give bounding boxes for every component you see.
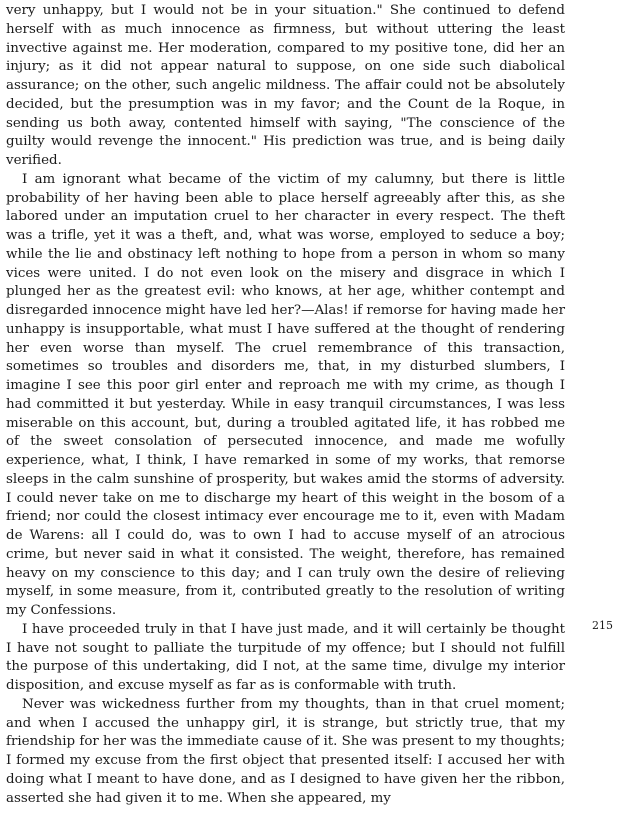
paragraph-continued: very unhappy, but I would not be in your situation." She continued to defend herself with as much innocence as firmness, but without uttering the least invective against me. Her moderation, compared to my positive tone, did her an injury; as it did not appear natural to suppose, on one side such diabolical assurance; on the other, such angelic mildness. The affair could not be absolutely decided, but the presumption was in my favor; and the Count de la Roque, in sending us both away, contented himself with saying, "The conscience of the guilty would revenge the innocent." His prediction was true, and is being daily verified. [6, 3, 565, 168]
document-page [6, 2, 565, 808]
page-number: 215 [592, 619, 613, 632]
paragraph: I have proceeded truly in that I have just made, and it will certainly be thought I have not sought to palliate the turpitude of my offence; but I should not fulfill the purpose of this undertaking, did I not, at the same time, divulge my interior disposition, and excuse myself as far as is conformable with truth. [6, 621, 565, 693]
paragraph: I am ignorant what became of the victim of my calumny, but there is little probability of her having been able to place herself agreeably after this, as she labored under an imputation cruel to her character in every respect. The theft was a trifle, yet it was a theft, and, what was worse, employed to seduce a boy; while the lie and obstinacy left nothing to hope from a person in whom so many vices were united. I do not even look on the misery and disgrace in which I plunged her as the greatest evil: who knows, at her age, whither contempt and disregarded innocence might have led her?—Alas! if remorse for having made her unhappy is insupportable, what must I have suffered at the thought of rendering her even worse than myself. The cruel remembrance of this transaction, sometimes so troubles and disorders me, that, in my disturbed slumbers, I imagine I see this poor girl enter and reproach me with my crime, as though I had committed it but yesterday. While in easy tranquil circumstances, I was less miserable on this account, but, during a troubled agitated life, it has robbed me of the sweet consolation of persecuted innocence, and made me wofully experience, what, I think, I have remarked in some of my works, that remorse sleeps in the calm sunshine of prosperity, but wakes amid the storms of adversity. I could never take on me to discharge my heart of this weight in the bosom of a friend; nor could the closest intimacy ever encourage me to it, even with Madam de Warens: all I could do, was to own I had to accuse myself of an atrocious crime, but never said in what it consisted. The weight, therefore, has remained heavy on my conscience to this day; and I can truly own the desire of relieving myself, in some measure, from it, contributed greatly to the resolution of writing my Confessions. [6, 171, 565, 618]
paragraph: Never was wickedness further from my thoughts, than in that cruel moment; and when I accused the unhappy girl, it is strange, but strictly true, that my friendship for her was the immediate cause of it. She was present to my thoughts; I formed my excuse from the first object that presented itself: I accused her with doing what I meant to have done, and as I designed to have given her the ribbon, asserted she had given it to me. When she appeared, my [6, 696, 566, 806]
